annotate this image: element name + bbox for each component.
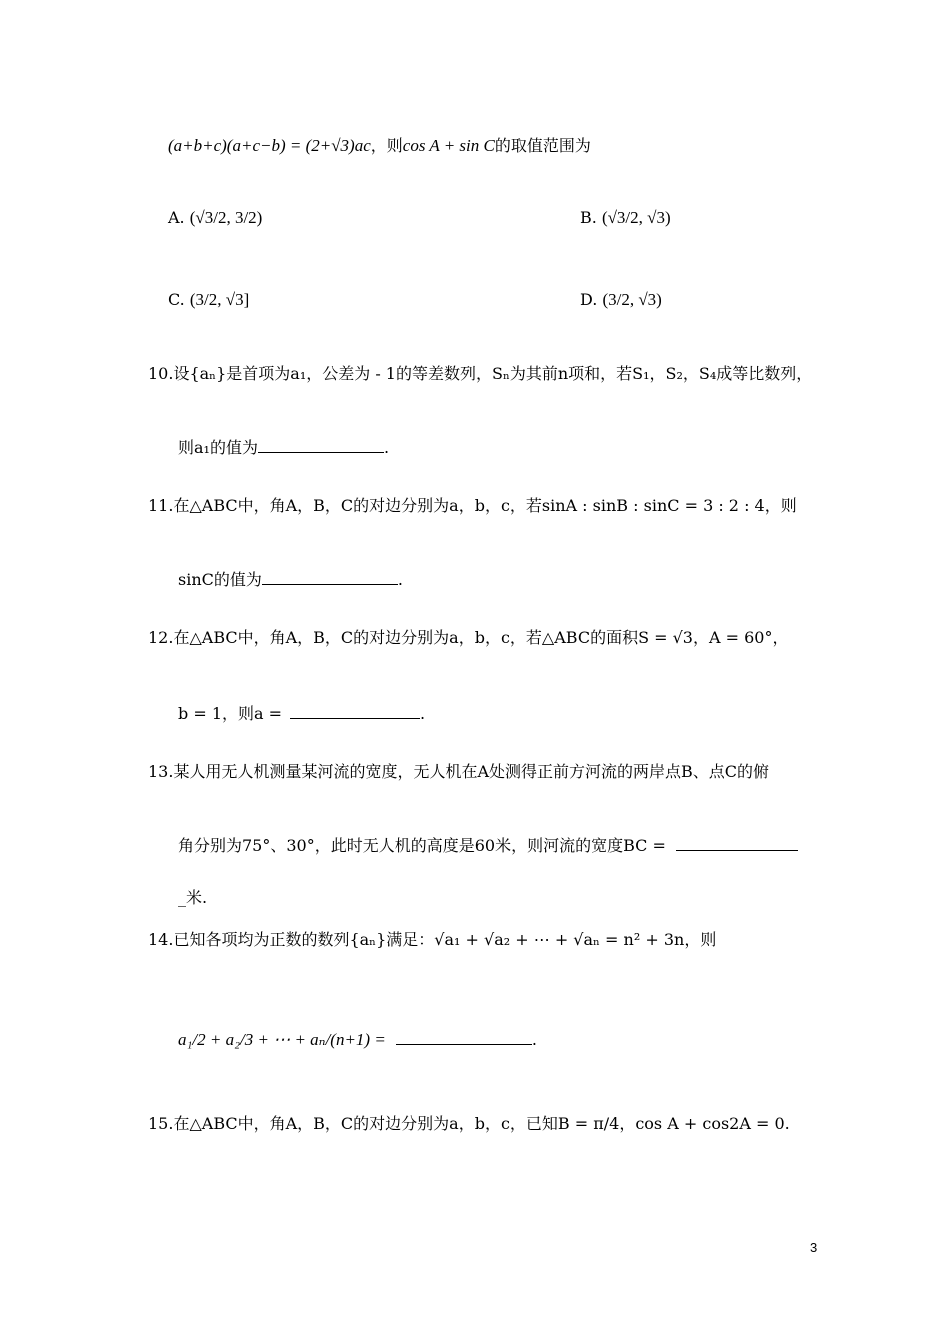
q14-answer-blank[interactable] [396,1028,532,1045]
q9-option-b[interactable] [580,206,671,230]
q10-text-2: 则a₁的值为 [178,438,258,457]
q10-end: . [383,438,390,457]
q9-option-c-text: (3/2, √3] [189,290,250,309]
q11-line1 [148,494,797,518]
q9-option-d-text: (3/2, √3) [602,290,662,309]
q9-ask-prefix: ，则 [370,136,403,155]
q9-option-a-label: A. [168,208,185,227]
q15-number: 15. [148,1114,174,1133]
q10-line1 [148,362,812,386]
q13-text-2: 角分别为75°、30°，此时无人机的高度是60米，则河流的宽度BC = [178,836,666,855]
q15-text-1: 在△ABC中，角A，B，C的对边分别为a，b，c，已知B = π/4，cos A + cos2A = 0. [173,1114,790,1133]
q14-line1 [148,928,716,952]
q12-line2 [178,702,425,726]
q9-ask-suffix: 的取值范围为 [494,136,591,155]
q9-condition: (a+b+c)(a+c−b) = (2+√3)ac [168,136,371,155]
q11-end: . [397,570,403,589]
page-number: 3 [810,1240,818,1255]
q13-text-3: _米. [178,888,208,907]
q14-text-1: 已知各项均为正数的数列{aₙ}满足：√a₁ + √a₂ + ⋯ + √aₙ = n² + 3n，则 [173,930,717,949]
q9-option-c-label: C. [168,290,185,309]
q11-number: 11. [148,496,174,515]
q10-number: 10. [148,364,174,383]
q9-option-d-label: D. [580,290,598,309]
q12-text-1: 在△ABC中，角A，B，C的对边分别为a，b，c，若△ABC的面积S = √3，A = 60°， [173,628,789,647]
q9-condition-line [168,134,591,158]
q14-number: 14. [148,930,174,949]
q12-answer-blank[interactable] [290,702,420,719]
q12-text-2: b = 1，则a = [178,704,283,723]
q12-line1 [148,626,788,650]
q10-line2 [178,436,389,460]
q11-answer-blank[interactable] [262,568,398,585]
q13-line2 [178,834,798,858]
q13-number: 13. [148,762,174,781]
q9-option-a[interactable] [168,206,262,230]
q11-text-1: 在△ABC中，角A，B，C的对边分别为a，b，c，若sinA : sinB : sinC = 3 : 2 : 4，则 [173,496,797,515]
q10-text-1: 设{aₙ}是首项为a₁，公差为 - 1的等差数列，Sₙ为其前n项和，若S₁，S₂，S₄成等比数列， [173,364,813,383]
q9-option-d[interactable] [580,288,662,312]
q15-line1 [148,1112,790,1136]
q12-number: 12. [148,628,174,647]
q13-line3 [178,886,207,910]
q13-text-1: 某人用无人机测量某河流的宽度，无人机在A处测得正前方河流的两岸点B、点C的俯 [173,762,770,781]
q10-answer-blank[interactable] [258,436,384,453]
q14-text-2: a₁/2 + a₂/3 + ⋯ + aₙ/(n+1) = [178,1030,386,1049]
q13-line1 [148,760,769,784]
q11-text-2: sinC的值为 [178,570,262,589]
q14-line2 [178,1028,537,1052]
q9-option-b-text: (√3/2, √3) [601,208,671,227]
q12-end: . [420,704,426,723]
q9-ask-expr: cos A + sin C [402,136,495,155]
q14-end: . [531,1030,537,1049]
q9-option-b-label: B. [580,208,597,227]
q9-option-a-text: (√3/2, 3/2) [189,208,263,227]
q11-line2 [178,568,403,592]
q13-answer-blank[interactable] [676,834,798,851]
q9-option-c[interactable] [168,288,249,312]
